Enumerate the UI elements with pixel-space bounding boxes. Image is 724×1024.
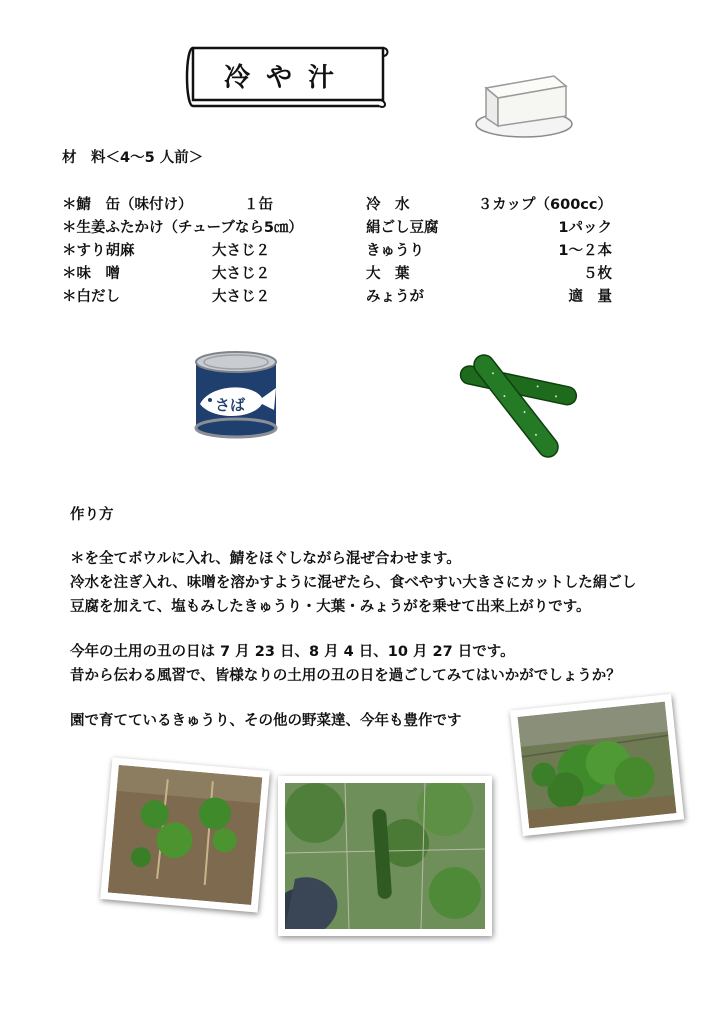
cucumber-vine-photo [278, 776, 492, 936]
ingredient-amount: 1パック [558, 220, 612, 236]
ingredient-amount: 大さじ２ [212, 289, 270, 305]
ingredient-name: みょうが [366, 289, 424, 305]
ingredient-name: ＊白だし [62, 289, 120, 305]
ingredient-name: 冷 水 [366, 197, 410, 213]
page-title: 冷や汁 [223, 63, 350, 93]
mackerel-can-illustration [190, 348, 282, 440]
note-line: 今年の土用の丑の日は 7 月 23 日、8 月 4 日、10 月 27 日です。 [70, 644, 515, 660]
ingredient-amount: 1～２本 [558, 243, 612, 259]
ingredient-name: きゅうり [366, 243, 424, 259]
ingredient-amount: ３カップ（600cc） [477, 197, 612, 213]
tofu-illustration [472, 68, 576, 140]
ingredient-amount: 適 量 [568, 289, 612, 305]
can-label: さば [214, 396, 246, 414]
ingredient-name: ＊生姜ふたかけ（チューブなら5㎝） [62, 220, 303, 236]
method-heading: 作り方 [70, 507, 114, 523]
ingredient-amount: 大さじ２ [212, 243, 270, 259]
method-line: 冷水を注ぎ入れ、味噌を溶かすように混ぜたら、食べやすい大きさにカットした絹ごし [70, 575, 637, 591]
garden-photo-left [100, 757, 270, 912]
ingredient-name: ＊すり胡麻 [62, 243, 135, 259]
note-line: 昔から伝わる風習で、皆様なりの土用の丑の日を過ごしてみてはいかがでしょうか？ [70, 668, 621, 684]
garden-photo-right [510, 694, 684, 836]
ingredient-name: 大 葉 [366, 266, 410, 282]
ingredient-name: ＊味 噌 [62, 266, 120, 282]
ingredient-amount: 大さじ２ [212, 266, 270, 282]
garden-caption: 園で育てているきゅうり、その他の野菜達、今年も豊作です [70, 713, 462, 729]
ingredient-amount: １缶 [244, 197, 273, 213]
cucumber-illustration [456, 352, 578, 458]
ingredients-heading: 材 料＜4～5 人前＞ [62, 150, 204, 166]
ingredient-name: ＊鯖 缶（味付け） [62, 197, 193, 213]
method-line: 豆腐を加えて、塩もみしたきゅうり・大葉・みょうがを乗せて出来上がりです。 [70, 599, 591, 615]
ingredient-name: 絹ごし豆腐 [366, 220, 439, 236]
ingredient-amount: ５枚 [583, 266, 612, 282]
method-line: ＊を全てボウルに入れ、鯖をほぐしながら混ぜ合わせます。 [70, 551, 461, 567]
